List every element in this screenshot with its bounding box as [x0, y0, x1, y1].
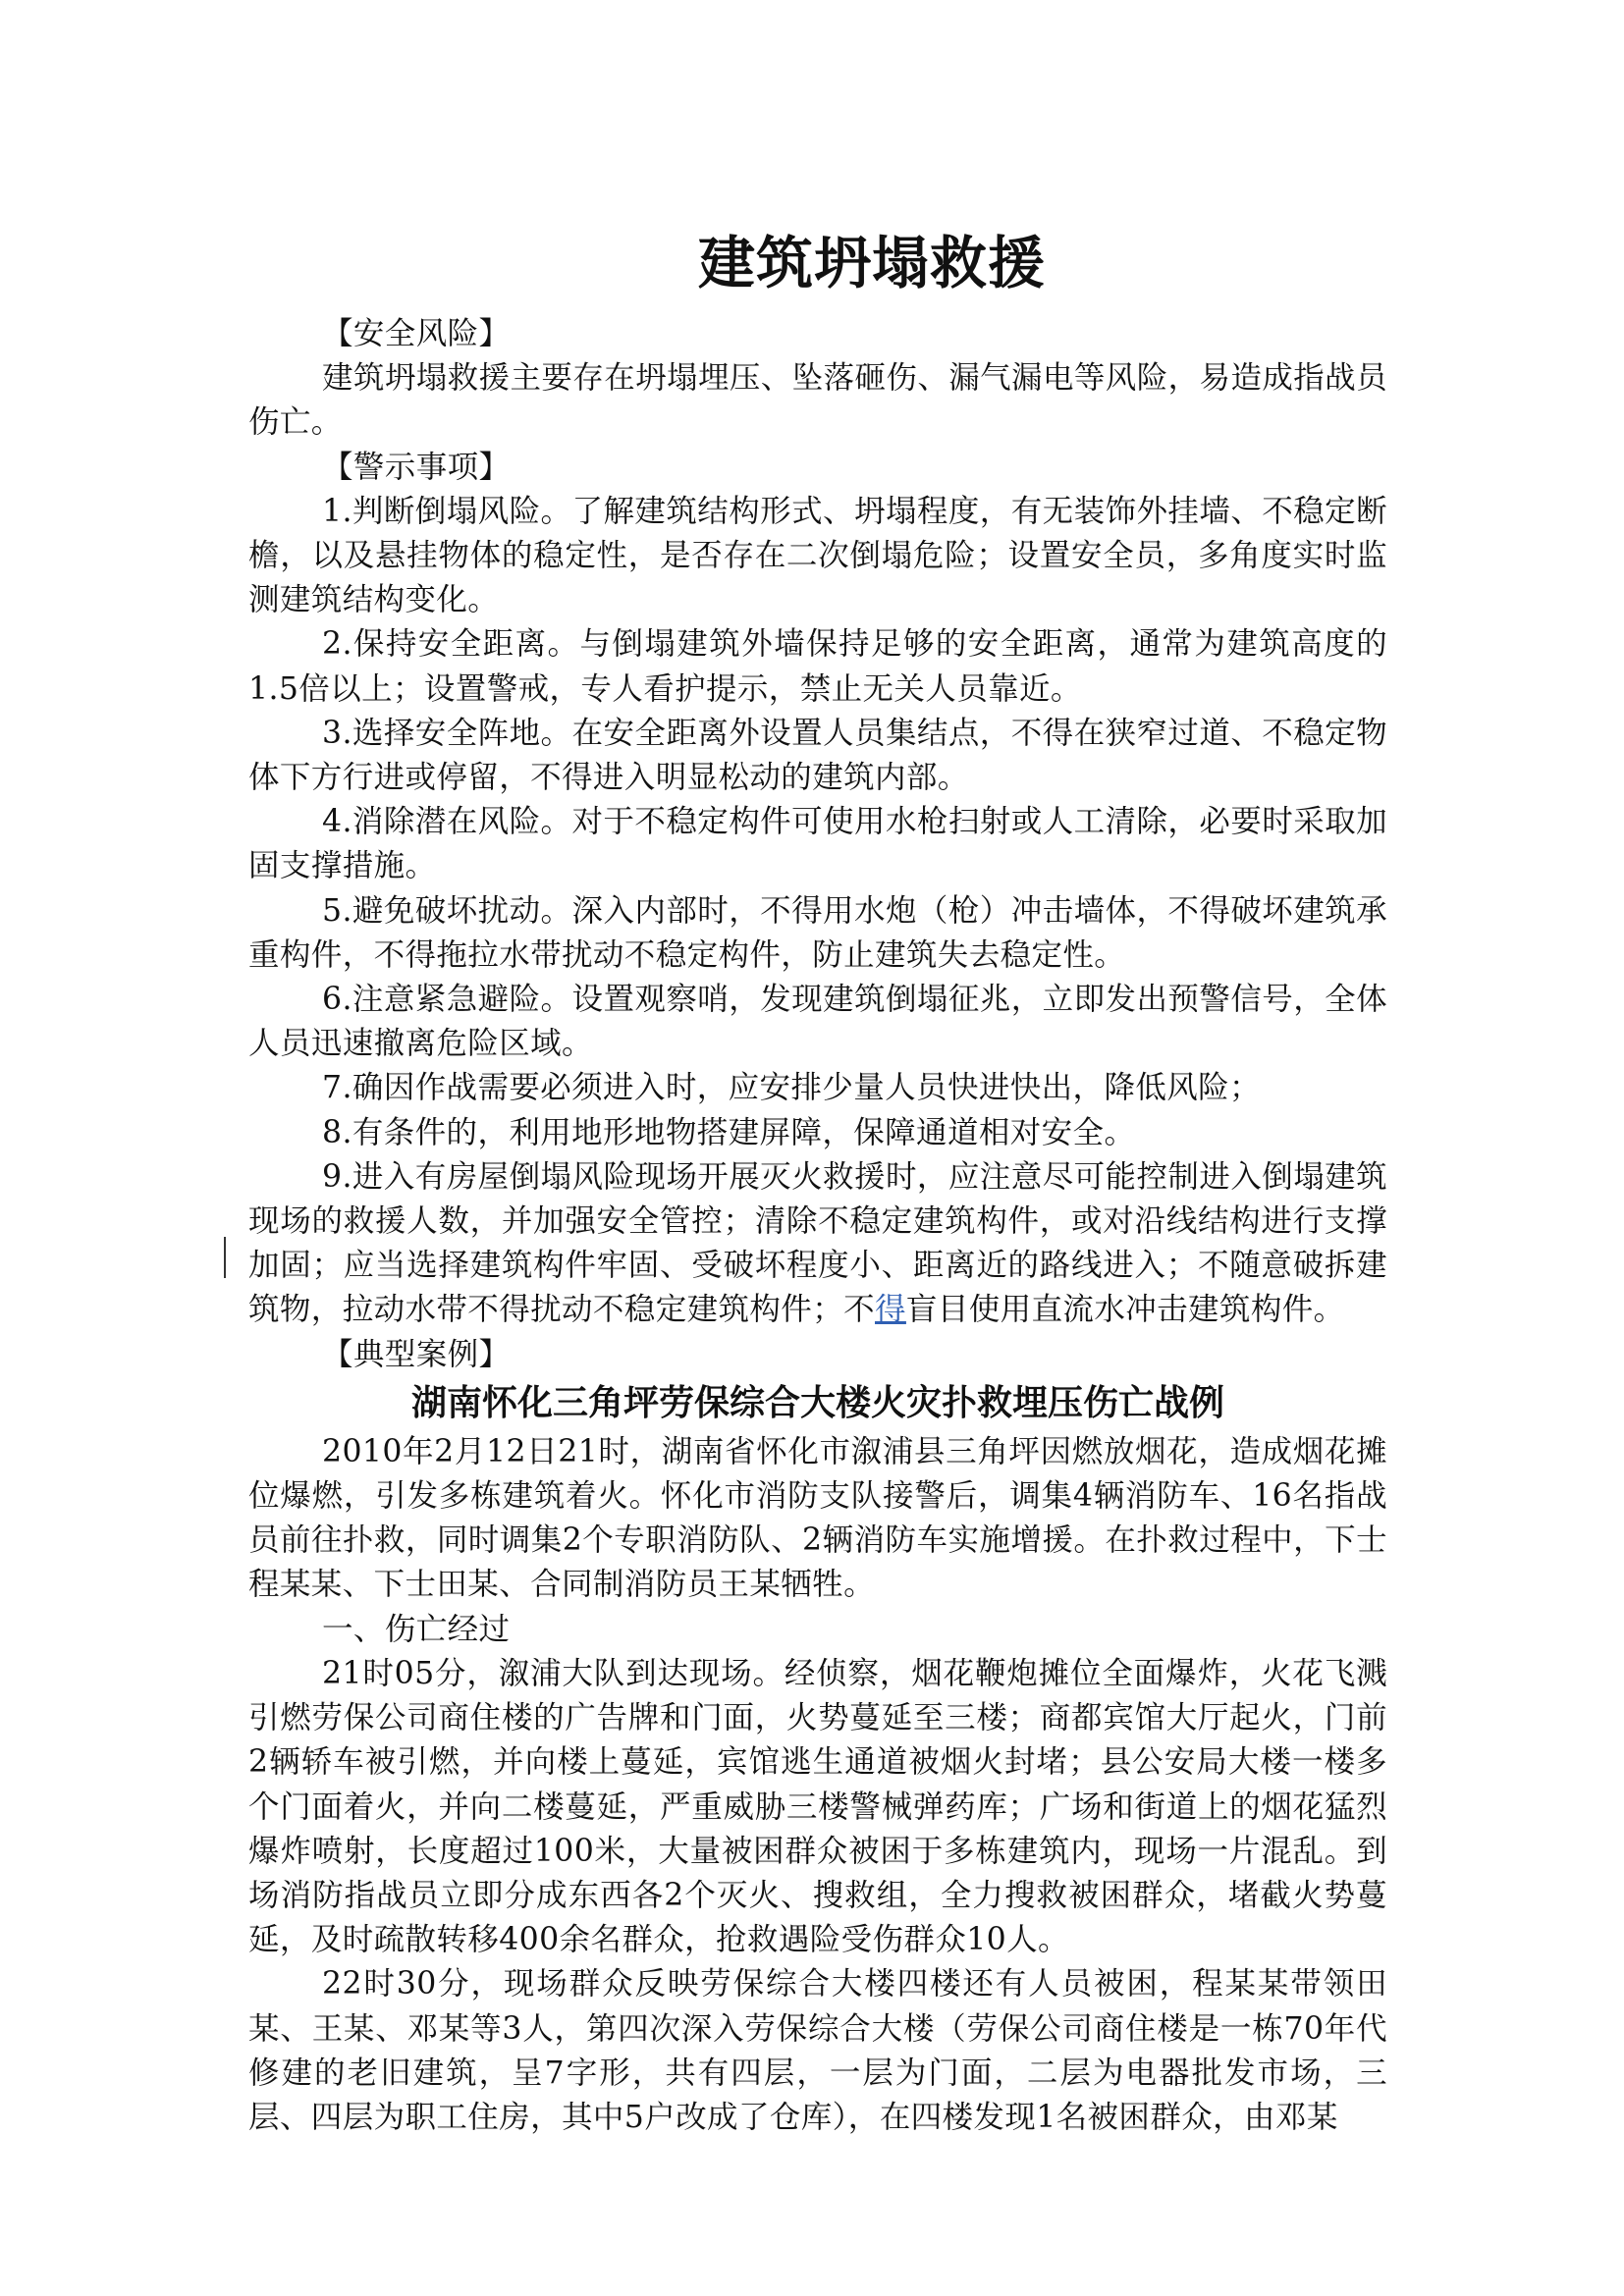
warning-item-9-text-start: 9.进入有房屋倒塌风险现场开展灭火救援时，应注意尽可能控制进入倒塌建筑现场的救援人数，并加强安全管控；清除不稳定建筑构件，或对沿线结构进行支撑加固；应当选择建筑构件牢固、受破坏程度小、距离近的路线进入；不随意破拆建筑物，拉动水带不得扰动不稳定建筑构件；不	[248, 1158, 1387, 1328]
page-title: 建筑坍塌救援	[697, 230, 1046, 296]
warning-item-9-text-end: 盲目使用直流水冲击建筑构件。	[905, 1292, 1345, 1328]
warning-item-1: 1.判断倒塌风险。了解建筑结构形式、坍塌程度，有无装饰外挂墙、不稳定断檐，以及悬挂物体的稳定性，是否存在二次倒塌危险；设置安全员，多角度实时监测建筑结构变化。	[248, 493, 1387, 618]
case-section-heading: 一、伤亡经过	[322, 1611, 511, 1647]
warnings-heading: 【警示事项】	[322, 449, 511, 485]
warning-item-5: 5.避免破坏扰动。深入内部时，不得用水炮（枪）冲击墙体，不得破坏建筑承重构件，不得拖拉水带扰动不稳定构件，防止建筑失去稳定性。	[248, 892, 1387, 973]
warning-item-4: 4.消除潜在风险。对于不稳定构件可使用水枪扫射或人工清除，必要时采取加固支撑措施。	[248, 804, 1387, 884]
case-title: 湖南怀化三角坪劳保综合大楼火灾扑救埋压伤亡战例	[410, 1382, 1224, 1423]
warning-item-9	[248, 1155, 1387, 1333]
safety-risk-text: 建筑坍塌救援主要存在坍塌埋压、坠落砸伤、漏气漏电等风险，易造成指战员伤亡。	[248, 360, 1387, 441]
warning-item-6: 6.注意紧急避险。设置观察哨，发现建筑倒塌征兆，立即发出预警信号，全体人员迅速撤离危险区域。	[248, 982, 1387, 1062]
warning-item-3: 3.选择安全阵地。在安全距离外设置人员集结点，不得在狭窄过道、不稳定物体下方行进或停留，不得进入明显松动的建筑内部。	[248, 715, 1387, 796]
warning-item-7: 7.确因作战需要必须进入时，应安排少量人员快进快出，降低风险；	[322, 1070, 1261, 1106]
document-body	[248, 224, 1387, 2140]
case-paragraph-2: 22时30分，现场群众反映劳保综合大楼四楼还有人员被困，程某某带领田某、王某、邓某等3人，第四次深入劳保综合大楼（劳保公司商住楼是一栋70年代修建的老旧建筑，呈7字形，共有四层，一层为门面，二层为电器批发市场，三层、四层为职工住房，其中5户改成了仓库），在四楼发现1名被困群众，由邓某	[248, 1966, 1387, 2135]
case-intro: 2010年2月12日21时，湖南省怀化市溆浦县三角坪因燃放烟花，造成烟花摊位爆燃，引发多栋建筑着火。怀化市消防支队接警后，调集4辆消防车、16名指战员前往扑救，同时调集2个专职消防队、2辆消防车实施增援。在扑救过程中，下士程某某、下士田某、合同制消防员王某牺牲。	[248, 1433, 1387, 1603]
warning-item-2: 2.保持安全距离。与倒塌建筑外墙保持足够的安全距离，通常为建筑高度的1.5倍以上；设置警戒，专人看护提示，禁止无关人员靠近。	[248, 626, 1387, 707]
case-paragraph-1: 21时05分，溆浦大队到达现场。经侦察，烟花鞭炮摊位全面爆炸，火花飞溅引燃劳保公司商住楼的广告牌和门面，火势蔓延至三楼；商都宾馆大厅起火，门前2辆轿车被引燃，并向楼上蔓延，宾馆逃生通道被烟火封堵；县公安局大楼一楼多个门面着火，并向二楼蔓延，严重威胁三楼警械弹药库；广场和街道上的烟花猛烈爆炸喷射，长度超过100米，大量被困群众被困于多栋建筑内，现场一片混乱。到场消防指战员立即分成东西各2个灭火、搜救组，全力搜救被困群众，堵截火势蔓延，及时疏散转移400余名群众，抢救遇险受伤群众10人。	[248, 1655, 1387, 1958]
text-cursor	[224, 1237, 226, 1278]
warning-item-8: 8.有条件的，利用地形地物搭建屏障，保障通道相对安全。	[322, 1114, 1136, 1150]
case-heading: 【典型案例】	[322, 1336, 511, 1372]
tracked-change-link[interactable]: 得	[875, 1292, 906, 1328]
safety-risk-heading: 【安全风险】	[322, 316, 511, 351]
